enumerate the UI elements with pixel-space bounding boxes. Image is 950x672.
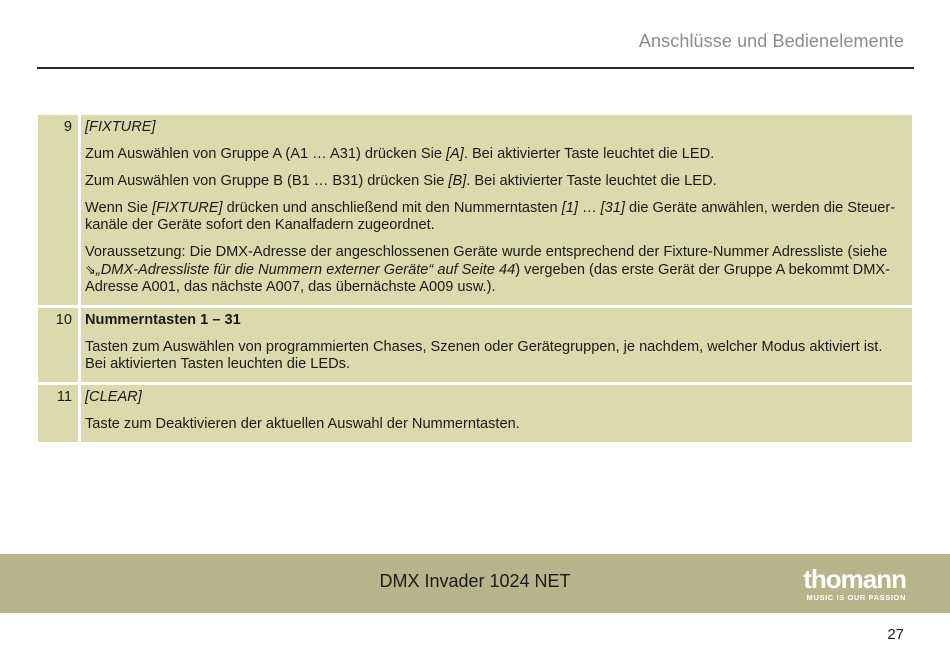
table-row-9 (38, 115, 912, 305)
cross-reference-link[interactable]: „DMX-Adressliste für die Nummern externer Geräte“ auf Seite 44 (95, 262, 516, 278)
row-title: [FIXTURE] (85, 119, 156, 135)
row-number: 9 (38, 115, 78, 305)
row-content (81, 385, 912, 442)
paragraph: Voraussetzung: Die DMX-Adresse der angeschlossenen Geräte wurde entsprechend der Fixture-Nummer Adressliste (siehe ⇘„DMX-Adressliste für die Nummern externer Geräte“ auf Seite 44) vergeben (das erste Gerät der Gruppe A bekommt DMX-Adresse A001, das nächste A007, das übernächste A009 usw.). (85, 244, 890, 295)
header-divider (37, 67, 914, 69)
page-number: 27 (887, 626, 904, 643)
row-number: 10 (38, 308, 78, 382)
row-title: [CLEAR] (85, 389, 142, 405)
row-content (81, 308, 912, 382)
paragraph: Tasten zum Auswählen von programmierten Chases, Szenen oder Gerätegruppen, je nachdem, welcher Modus aktiviert ist. Bei aktivierten Tasten leuchten die LEDs. (85, 339, 883, 372)
paragraph: Taste zum Deaktivieren der aktuellen Auswahl der Nummerntasten. (85, 416, 520, 432)
paragraph: Zum Auswählen von Gruppe B (B1 … B31) drücken Sie [B]. Bei aktivierter Taste leuchtet die LED. (85, 173, 717, 189)
row-title: Nummerntasten 1 – 31 (85, 312, 241, 328)
paragraph: Zum Auswählen von Gruppe A (A1 … A31) drücken Sie [A]. Bei aktivierter Taste leuchtet die LED. (85, 146, 715, 162)
table-row-11 (38, 385, 912, 442)
row-number: 11 (38, 385, 78, 442)
product-name: DMX Invader 1024 NET (379, 571, 571, 591)
cross-reference-arrow-icon: ⇘ (85, 262, 96, 277)
thomann-logo (803, 564, 906, 602)
footer-band (0, 554, 950, 613)
table-row-10 (38, 308, 912, 382)
logo-tagline: MUSIC IS OUR PASSION (806, 593, 906, 602)
section-title: Anschlüsse und Bedienelemente (638, 31, 904, 51)
controls-table (38, 115, 912, 442)
logo-wordmark: thomann (803, 564, 906, 594)
paragraph: Wenn Sie [FIXTURE] drücken und anschließend mit den Nummerntasten [1] … [31] die Geräte anwählen, werden die Steuer-kanäle der Geräte sofort den Kanalfadern zugeordnet. (85, 200, 896, 233)
row-content (81, 115, 912, 305)
